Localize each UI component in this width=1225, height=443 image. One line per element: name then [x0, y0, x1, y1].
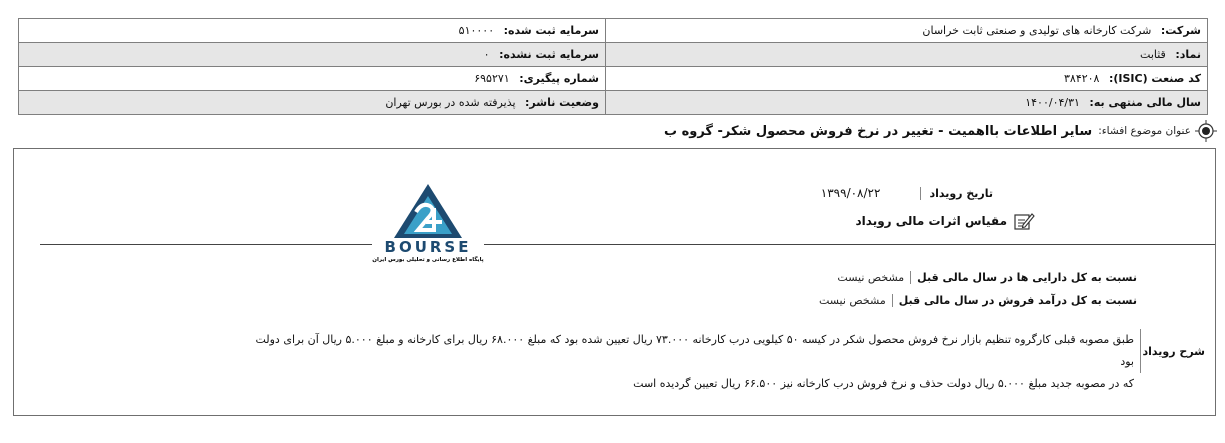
target-icon [1195, 120, 1217, 142]
company-label: شرکت: [1160, 24, 1201, 37]
event-description-line: که در مصوبه جدید مبلغ ۵.۰۰۰ ریال دولت حذف و نرخ فروش درب کارخانه نیز ۶۶.۵۰۰ ریال تعیین گردیده است [633, 377, 1134, 390]
tracking-value: ۶۹۵۲۷۱ [474, 72, 510, 85]
ratio-assets-label: نسبت به کل دارایی ها در سال مالی قبل [910, 271, 1137, 284]
event-date [821, 183, 993, 203]
subject-title: سایر اطلاعات بااهمیت - تغییر در نرخ فروش محصول شکر- گروه ب [663, 123, 1093, 139]
event-description-line: طبق مصوبه قبلی کارگروه تنظیم بازار نرخ فروش محصول شکر در کیسه ۵۰ کیلویی درب کارخانه ۷۳.۰۰۰ ریال تعیین شده بود که مبلغ ۶۸.۰۰۰ ریال برای کارخانه و مبلغ ۵.۰۰۰ ریال آن برای دولت بود [255, 333, 1134, 368]
capital-cell [19, 19, 606, 43]
event-panel [13, 148, 1216, 416]
fiscal-value: ۱۴۰۰/۰۴/۳۱ [1025, 96, 1080, 109]
ratio-assets [837, 268, 1137, 286]
bourse-logo [372, 182, 484, 268]
event-description [254, 329, 1215, 395]
ratio-revenue [819, 291, 1137, 309]
info-row [19, 91, 1208, 115]
company-value: شرکت کارخانه های تولیدی و صنعتی ثابت خراسان [922, 24, 1152, 37]
status-cell [19, 91, 606, 115]
edit-note-icon [1013, 211, 1035, 231]
section-divider [40, 244, 1215, 245]
company-info-table [18, 18, 1208, 115]
symbol-cell [606, 43, 1208, 67]
tracking-cell [19, 67, 606, 91]
unregistered-capital-value: ۰ [483, 48, 490, 61]
info-row [19, 43, 1208, 67]
isic-cell [606, 67, 1208, 91]
symbol-value: قثابت [1140, 48, 1166, 61]
status-label: وضعیت ناشر: [525, 96, 599, 109]
logo-wordmark: BOURSE [384, 238, 472, 256]
capital-label: سرمایه ثبت شده: [503, 24, 599, 37]
bourse-logo-mark [392, 182, 464, 240]
logo-subtitle: پایگاه اطلاع رسانی و تحلیلی بورس ایران [372, 257, 484, 263]
unregistered-capital-cell [19, 43, 606, 67]
impact-heading [856, 211, 1035, 231]
fiscal-cell [606, 91, 1208, 115]
event-description-label: شرح رویداد [1140, 329, 1215, 373]
unregistered-capital-label: سرمایه ثبت نشده: [499, 48, 599, 61]
tracking-label: شماره پیگیری: [519, 72, 599, 85]
status-value: پذیرفته شده در بورس تهران [385, 96, 516, 109]
fiscal-label: سال مالی منتهی به: [1089, 96, 1201, 109]
impact-heading-text: مقیاس اثرات مالی رویداد [855, 214, 1007, 228]
company-cell [606, 19, 1208, 43]
symbol-label: نماد: [1175, 48, 1201, 61]
isic-label: کد صنعت (ISIC): [1108, 72, 1201, 85]
event-date-value: ۱۳۹۹/۰۸/۲۲ [820, 186, 881, 200]
info-row [19, 19, 1208, 43]
isic-value: ۳۸۴۲۰۸ [1064, 72, 1100, 85]
event-description-text [254, 329, 1140, 395]
subject-label: عنوان موضوع افشاء: [1098, 125, 1191, 137]
event-date-label: تاریخ رویداد [920, 187, 993, 200]
disclosure-subject [664, 119, 1217, 143]
ratio-revenue-label: نسبت به کل درآمد فروش در سال مالی قبل [892, 294, 1137, 307]
info-row [19, 67, 1208, 91]
capital-value: ۵۱۰۰۰۰ [458, 24, 495, 37]
ratio-revenue-value: مشخص نیست [818, 293, 886, 307]
ratio-assets-value: مشخص نیست [837, 270, 905, 284]
